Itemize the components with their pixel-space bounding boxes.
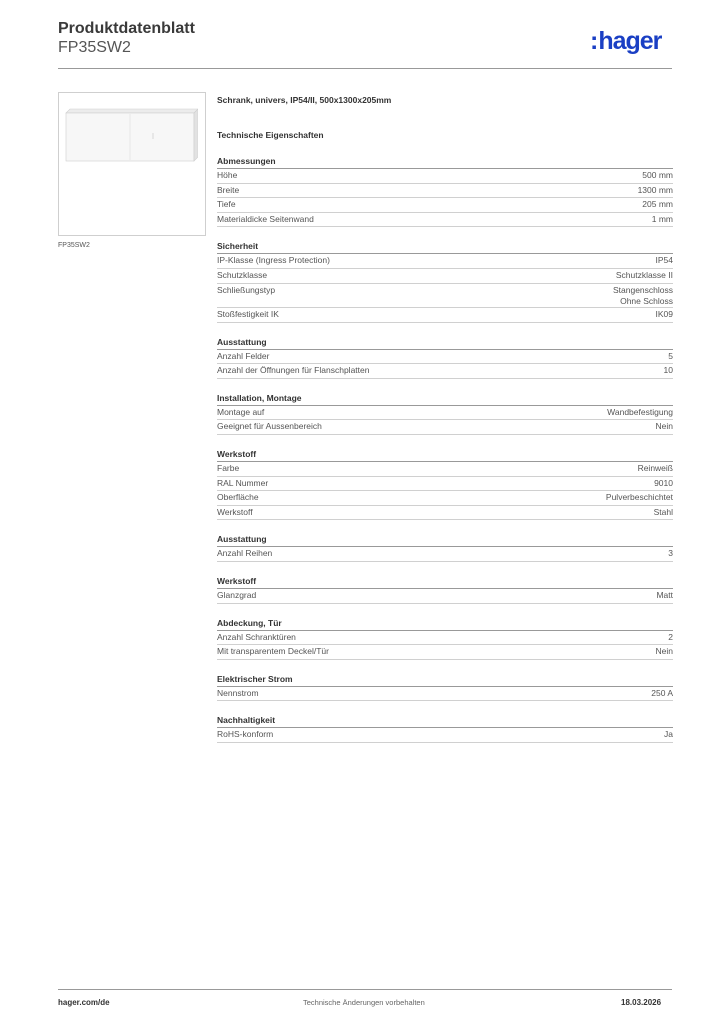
spec-label: Schließungstyp	[217, 284, 276, 295]
spec-value	[664, 364, 673, 376]
section-heading: Abmessungen	[217, 156, 673, 169]
section-heading: Abdeckung, Tür	[217, 618, 673, 631]
spec-value	[642, 169, 673, 181]
spec-section	[217, 449, 673, 520]
section-heading: Nachhaltigkeit	[217, 715, 673, 728]
spec-value-line: Ja	[664, 729, 673, 740]
spec-value-line: 5	[668, 350, 673, 361]
spec-row	[217, 645, 673, 660]
spec-label: RoHS-konform	[217, 729, 274, 740]
spec-row	[217, 364, 673, 379]
spec-value-line: 1300 mm	[637, 184, 673, 195]
section-heading: Elektrischer Strom	[217, 674, 673, 687]
spec-value-line: 500 mm	[642, 170, 673, 180]
spec-section	[217, 534, 673, 562]
spec-label: RAL Nummer	[217, 477, 269, 488]
spec-row	[217, 477, 673, 492]
footer-website: hager.com/de	[58, 998, 110, 1007]
spec-label: IP-Klasse (Ingress Protection)	[217, 255, 330, 266]
spec-row	[217, 687, 673, 702]
spec-row	[217, 254, 673, 269]
image-caption: FP35SW2	[58, 242, 90, 249]
spec-label: Farbe	[217, 462, 240, 473]
spec-value	[607, 406, 673, 418]
spec-content	[217, 95, 673, 743]
spec-value	[668, 631, 673, 643]
spec-value-line: IP54	[655, 255, 673, 266]
spec-section	[217, 337, 673, 379]
spec-label: Werkstoff	[217, 506, 253, 517]
spec-row	[217, 350, 673, 365]
spec-row	[217, 184, 673, 199]
spec-row	[217, 728, 673, 743]
spec-value-line: 9010	[654, 477, 673, 488]
spec-row	[217, 213, 673, 228]
spec-value	[656, 420, 673, 432]
spec-label: Höhe	[217, 170, 238, 180]
spec-section	[217, 715, 673, 743]
spec-label: Glanzgrad	[217, 589, 257, 600]
spec-value	[668, 547, 673, 559]
spec-value-line: 250 A	[651, 687, 673, 698]
spec-value	[656, 589, 673, 601]
spec-row	[217, 491, 673, 506]
spec-section	[217, 674, 673, 702]
spec-row	[217, 506, 673, 521]
cabinet-illustration	[64, 107, 198, 162]
spec-row	[217, 631, 673, 646]
spec-row	[217, 198, 673, 213]
spec-label: Materialdicke Seitenwand	[217, 213, 314, 224]
spec-row	[217, 420, 673, 435]
spec-value-line: Nein	[655, 421, 673, 432]
section-heading: Sicherheit	[217, 241, 673, 254]
spec-label: Schutzklasse	[217, 269, 268, 280]
product-code: FP35SW2	[58, 39, 131, 56]
spec-row	[217, 308, 673, 323]
spec-value-line: 3	[668, 548, 673, 559]
section-heading: Installation, Montage	[217, 393, 673, 406]
spec-value-line: 10	[663, 365, 673, 376]
page-title: Produktdatenblatt	[58, 20, 195, 37]
spec-row	[217, 406, 673, 421]
spec-label: Anzahl der Öffnungen für Flanschplatten	[217, 365, 370, 376]
spec-value	[616, 269, 673, 281]
footer-date: 18.03.2026	[621, 998, 662, 1007]
spec-row	[217, 547, 673, 562]
logo-text: hager	[598, 27, 662, 55]
spec-row	[217, 462, 673, 477]
spec-value	[651, 687, 673, 699]
spec-section	[217, 618, 673, 660]
spec-value-line: Nein	[655, 646, 673, 657]
section-heading: Werkstoff	[217, 449, 673, 462]
spec-value	[613, 284, 673, 307]
spec-value	[606, 491, 673, 503]
tech-heading: Technische Eigenschaften	[217, 130, 324, 140]
spec-label: Mit transparentem Deckel/Tür	[217, 646, 329, 657]
spec-label: Oberfläche	[217, 492, 259, 503]
spec-value	[654, 506, 673, 518]
spec-value-line: Matt	[656, 589, 673, 600]
spec-section	[217, 241, 673, 322]
spec-value-line: 2	[668, 631, 673, 642]
footer-notice: Technische Änderungen vorbehalten	[303, 998, 425, 1007]
spec-label: Stoßfestigkeit IK	[217, 308, 279, 319]
spec-label: Montage auf	[217, 406, 265, 417]
spec-sections	[217, 156, 673, 743]
hager-logo: :hager	[590, 27, 662, 55]
spec-label: Geeignet für Aussenbereich	[217, 421, 322, 432]
footer-divider	[58, 989, 672, 990]
spec-value	[656, 254, 674, 266]
spec-value-line: Schutzklasse II	[615, 269, 673, 280]
spec-section	[217, 576, 673, 604]
spec-row	[217, 284, 673, 308]
spec-value-line: 1 mm	[651, 213, 673, 224]
spec-value-line: Reinweiß	[637, 462, 673, 473]
spec-label: Anzahl Felder	[217, 350, 270, 361]
spec-value-line: Stahl	[653, 506, 673, 517]
spec-row	[217, 589, 673, 604]
spec-value	[656, 308, 674, 320]
spec-value	[664, 728, 673, 740]
spec-row	[217, 269, 673, 284]
spec-value-line: Ohne Schloss	[620, 295, 673, 306]
spec-label: Nennstrom	[217, 687, 259, 698]
section-heading: Werkstoff	[217, 576, 673, 589]
spec-section	[217, 393, 673, 435]
spec-value	[656, 645, 673, 657]
spec-value-line: Stangenschloss	[612, 284, 673, 295]
spec-value	[642, 198, 673, 210]
spec-value	[668, 350, 673, 362]
spec-value-line: 205 mm	[642, 199, 673, 210]
product-title: Schrank, univers, IP54/II, 500x1300x205mm	[217, 95, 392, 105]
spec-label: Anzahl Schranktüren	[217, 631, 296, 642]
spec-label: Anzahl Reihen	[217, 548, 273, 559]
spec-value	[652, 213, 673, 225]
spec-section	[217, 156, 673, 227]
spec-value	[638, 184, 673, 196]
spec-label: Breite	[217, 184, 240, 195]
header-divider	[58, 68, 672, 69]
spec-value-line: IK09	[655, 308, 673, 319]
section-heading: Ausstattung	[217, 534, 673, 547]
spec-value-line: Wandbefestigung	[607, 406, 673, 417]
spec-label: Tiefe	[217, 199, 236, 210]
product-image	[58, 92, 206, 236]
section-heading: Ausstattung	[217, 337, 673, 350]
spec-value-line: Pulverbeschichtet	[605, 492, 673, 503]
spec-value	[638, 462, 673, 474]
spec-row	[217, 169, 673, 184]
spec-value	[654, 477, 673, 489]
